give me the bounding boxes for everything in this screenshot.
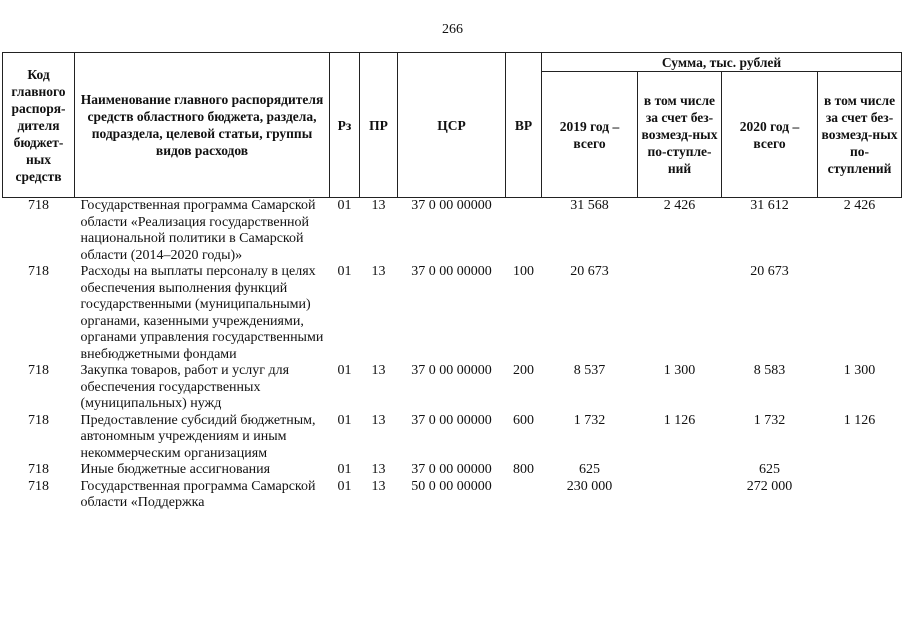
cell-2020-total: 625	[759, 462, 780, 477]
table-row	[3, 413, 902, 463]
cell-rz: 01	[337, 363, 352, 378]
cell-name: Государственная программа Самарской области «Реализация государственной национальной политики в Самарской области (2014–2020 годы)»	[80, 198, 316, 263]
table-header	[3, 53, 902, 198]
table-body	[3, 198, 902, 512]
cell-csr: 37 0 00 00000	[411, 264, 492, 279]
cell-name: Иные бюджетные ассигнования	[80, 462, 271, 477]
cell-2019-free: 1 300	[663, 363, 696, 378]
cell-code: 718	[28, 198, 49, 213]
cell-2019-total: 625	[579, 462, 600, 477]
page-number: 266	[442, 22, 463, 37]
cell-vr	[506, 479, 542, 512]
cell-2020-free: 1 300	[843, 363, 876, 378]
cell-name: Закупка товаров, работ и услуг для обеспечения государственных (муниципальных) нужд	[80, 363, 290, 411]
cell-code: 718	[28, 412, 49, 428]
cell-pr: 13	[371, 412, 386, 428]
table-row	[3, 363, 902, 413]
cell-vr: 200	[513, 363, 534, 378]
cell-pr: 13	[371, 198, 386, 213]
cell-rz: 01	[337, 412, 352, 428]
cell-2019-total: 8 537	[573, 363, 606, 378]
header-2019-total: 2019 год – всего	[542, 72, 638, 198]
table-row	[3, 462, 902, 479]
cell-2020-free	[818, 462, 902, 479]
cell-pr: 13	[371, 478, 386, 494]
header-2019-free: в том числе за счет без-возмезд-ных по-ступле-ний	[638, 72, 722, 198]
cell-2020-total: 272 000	[746, 478, 793, 494]
cell-vr: 800	[513, 462, 534, 477]
cell-2020-total: 20 673	[750, 264, 789, 279]
cell-2020-free: 1 126	[843, 412, 876, 428]
cell-pr: 13	[371, 264, 386, 279]
cell-code: 718	[28, 478, 49, 494]
header-rz: Рз	[330, 53, 360, 198]
header-pr: ПР	[360, 53, 398, 198]
cell-vr: 100	[513, 264, 534, 279]
header-2020-free: в том числе за счет без-возмезд-ных по-ступлений	[818, 72, 902, 198]
cell-code: 718	[28, 363, 49, 378]
header-2020-total: 2020 год – всего	[722, 72, 818, 198]
cell-2020-total: 8 583	[753, 363, 786, 378]
cell-pr: 13	[371, 462, 386, 477]
cell-vr: 600	[513, 412, 534, 428]
cell-2019-free	[638, 264, 722, 363]
cell-rz: 01	[337, 264, 352, 279]
cell-2020-total: 1 732	[753, 412, 786, 428]
cell-2020-total: 31 612	[750, 198, 789, 213]
cell-2019-free	[638, 479, 722, 512]
cell-csr: 37 0 00 00000	[411, 198, 492, 213]
cell-rz: 01	[337, 462, 352, 477]
budget-table	[2, 52, 902, 512]
cell-name: Государственная программа Самарской области «Поддержка	[80, 478, 316, 510]
cell-2019-total: 20 673	[570, 264, 609, 279]
cell-csr: 37 0 00 00000	[411, 412, 492, 428]
cell-2020-free	[818, 264, 902, 363]
header-name: Наименование главного распорядителя средств областного бюджета, раздела, подраздела, целевой статьи, группы видов расходов	[75, 53, 330, 198]
cell-2019-total: 1 732	[573, 412, 606, 428]
cell-code: 718	[28, 462, 49, 477]
cell-name: Предоставление субсидий бюджетным, автономным учреждениям и иным некоммерческим организациям	[80, 412, 316, 461]
header-code: Код главного распоря-дителя бюджет-ных средств	[3, 53, 75, 198]
table-row	[3, 198, 902, 265]
cell-csr: 37 0 00 00000	[411, 462, 492, 477]
table-row	[3, 264, 902, 363]
cell-pr: 13	[371, 363, 386, 378]
cell-2019-total: 230 000	[566, 478, 613, 494]
cell-code: 718	[28, 264, 49, 279]
cell-2020-free	[818, 479, 902, 512]
table-row	[3, 479, 902, 512]
cell-2020-free: 2 426	[843, 198, 876, 213]
cell-csr: 50 0 00 00000	[411, 478, 492, 494]
cell-2019-free: 2 426	[663, 198, 696, 213]
cell-2019-free: 1 126	[663, 412, 696, 428]
header-csr: ЦСР	[398, 53, 506, 198]
cell-vr	[506, 198, 542, 265]
cell-2019-total: 31 568	[570, 198, 609, 213]
cell-csr: 37 0 00 00000	[411, 363, 492, 378]
cell-2019-free	[638, 462, 722, 479]
header-vr: ВР	[506, 53, 542, 198]
header-sum: Сумма, тыс. рублей	[542, 53, 902, 72]
cell-rz: 01	[337, 478, 352, 494]
cell-name: Расходы на выплаты персоналу в целях обеспечения выполнения функций государственными (муниципальными) органами, казенными учреждениями, органами управления государственными внебюджетными фондами	[80, 264, 324, 362]
cell-rz: 01	[337, 198, 352, 213]
